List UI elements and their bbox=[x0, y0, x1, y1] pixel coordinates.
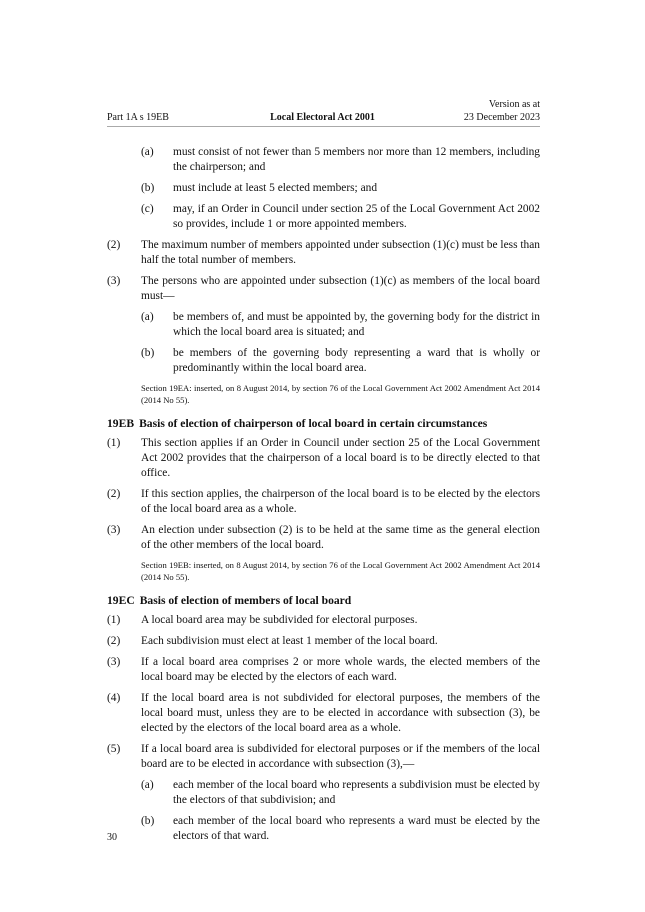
paragraph-text: each member of the local board who represents a ward must be elected by the electors of that ward. bbox=[173, 815, 540, 842]
subsection-text: If this section applies, the chairperson of the local board is to be elected by the electors of the local board area as a whole. bbox=[141, 488, 540, 515]
paragraph-item bbox=[107, 202, 540, 232]
paragraph-label: (b) bbox=[141, 815, 155, 827]
history-note: Section 19EA: inserted, on 8 August 2014, by section 76 of the Local Government Act 2002 Amendment Act 2014 (2014 No 55). bbox=[141, 383, 540, 405]
subsection-text: If a local board area is subdivided for electoral purposes or if the members of the local board are to be elected in accordance with subsection (3),— bbox=[141, 743, 540, 770]
subsection bbox=[107, 487, 540, 517]
subsection bbox=[107, 742, 540, 772]
paragraph-item bbox=[107, 145, 540, 175]
paragraph-label: (b) bbox=[141, 182, 155, 194]
paragraph-label: (a) bbox=[141, 311, 154, 323]
subsection-text: This section applies if an Order in Council under section 25 of the Local Government Act 2002 provides that the chairperson of a local board is to be directly elected to that office. bbox=[141, 437, 540, 479]
paragraph-text: be members of, and must be appointed by, the governing body for the district in which the local board area is situated; and bbox=[173, 311, 540, 338]
paragraph-text: may, if an Order in Council under section 25 of the Local Government Act 2002 so provides, include 1 or more appointed members. bbox=[173, 203, 540, 230]
subsection-number: (3) bbox=[107, 524, 121, 536]
subsection bbox=[107, 613, 540, 628]
subsection-number: (1) bbox=[107, 614, 121, 626]
subsection-text: If the local board area is not subdivided for electoral purposes, the members of the local board must, unless they are to be elected in accordance with subsection (3), be elected by the electors of the local board area as a whole. bbox=[141, 692, 540, 734]
subsection-text: The persons who are appointed under subsection (1)(c) as members of the local board must— bbox=[141, 275, 540, 302]
paragraph-label: (c) bbox=[141, 203, 154, 215]
subsection bbox=[107, 274, 540, 304]
paragraph-item bbox=[107, 346, 540, 376]
history-note: Section 19EB: inserted, on 8 August 2014, by section 76 of the Local Government Act 2002 Amendment Act 2014 (2014 No 55). bbox=[141, 560, 540, 582]
section-title: Basis of election of chairperson of local board in certain circumstances bbox=[139, 417, 488, 430]
subsection-number: (4) bbox=[107, 692, 121, 704]
subsection bbox=[107, 655, 540, 685]
subsection bbox=[107, 238, 540, 268]
subsection-text: The maximum number of members appointed under subsection (1)(c) must be less than half the total number of members. bbox=[141, 239, 540, 266]
paragraph-item bbox=[107, 310, 540, 340]
subsection-number: (1) bbox=[107, 437, 121, 449]
paragraph-label: (b) bbox=[141, 347, 155, 359]
subsection bbox=[107, 523, 540, 553]
paragraph-text: be members of the governing body representing a ward that is wholly or predominantly within the local board area. bbox=[173, 347, 540, 374]
paragraph-text: must consist of not fewer than 5 members nor more than 12 members, including the chairperson; and bbox=[173, 146, 540, 173]
subsection-number: (2) bbox=[107, 488, 121, 500]
subsection-number: (2) bbox=[107, 239, 121, 251]
version-line-1: Version as at bbox=[488, 99, 540, 110]
paragraph-item bbox=[107, 814, 540, 844]
paragraph-text: each member of the local board who represents a subdivision must be elected by the electors of that subdivision; and bbox=[173, 779, 540, 806]
subsection bbox=[107, 634, 540, 649]
version-line-2: 23 December 2023 bbox=[463, 112, 540, 123]
subsection-number: (2) bbox=[107, 635, 121, 647]
paragraph-item bbox=[107, 181, 540, 196]
section-heading bbox=[107, 593, 540, 608]
part-reference: Part 1A s 19EB bbox=[107, 112, 169, 123]
subsection-text: A local board area may be subdivided for electoral purposes. bbox=[141, 614, 418, 626]
paragraph-text: must include at least 5 elected members; and bbox=[173, 182, 378, 194]
act-title: Local Electoral Act 2001 bbox=[270, 112, 375, 123]
section-title: Basis of election of members of local board bbox=[139, 594, 352, 607]
header-divider bbox=[107, 126, 540, 127]
subsection bbox=[107, 436, 540, 481]
page-number: 30 bbox=[107, 832, 117, 843]
subsection-text: An election under subsection (2) is to be held at the same time as the general election of the other members of the local board. bbox=[141, 524, 540, 551]
document-body bbox=[107, 145, 540, 850]
subsection bbox=[107, 691, 540, 736]
paragraph-label: (a) bbox=[141, 146, 154, 158]
subsection-number: (3) bbox=[107, 275, 121, 287]
subsection-text: Each subdivision must elect at least 1 member of the local board. bbox=[141, 635, 438, 647]
paragraph-item bbox=[107, 778, 540, 808]
subsection-number: (3) bbox=[107, 656, 121, 668]
section-number: 19EC bbox=[107, 594, 135, 607]
subsection-number: (5) bbox=[107, 743, 121, 755]
subsection-text: If a local board area comprises 2 or more whole wards, the elected members of the local board may be elected by the electors of each ward. bbox=[141, 656, 540, 683]
paragraph-label: (a) bbox=[141, 779, 154, 791]
section-heading bbox=[107, 416, 540, 431]
section-number: 19EB bbox=[107, 417, 135, 430]
